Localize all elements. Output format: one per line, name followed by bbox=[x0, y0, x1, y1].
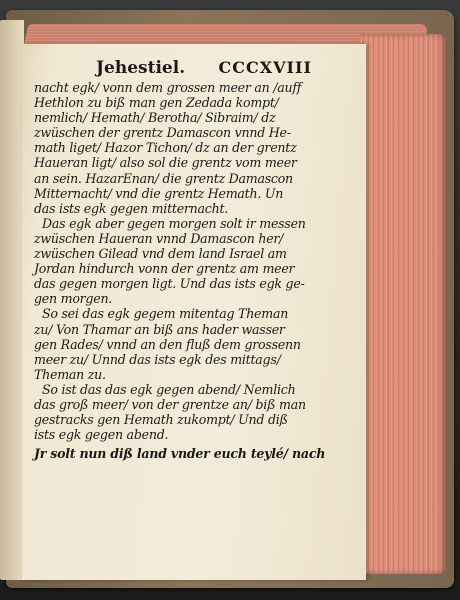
text-line: gestracks gen Hemath zukompt/ Und diß bbox=[34, 412, 288, 428]
text-line: nemlich/ Hemath/ Berotha/ Sibraim/ dz bbox=[34, 110, 276, 126]
text-line: Theman zu. bbox=[34, 366, 106, 382]
left-page-edge bbox=[0, 20, 24, 580]
text-line: Haueran ligt/ also sol die grentz vom meer bbox=[34, 155, 297, 171]
text-line: gen Rades/ vnnd an den fluß dem grossenn bbox=[34, 336, 301, 352]
text-line: das gegen morgen ligt. Und das ists egk ge- bbox=[34, 276, 305, 292]
text-line: das ists egk gegen mitternacht. bbox=[34, 200, 229, 216]
text-line: ists egk gegen abend. bbox=[34, 427, 169, 443]
text-line: Mitternacht/ vnd die grentz Hemath. Un bbox=[34, 185, 284, 201]
page-stack-side-edge bbox=[360, 34, 446, 574]
text-line: zwüschen Haueran vnnd Damascon her/ bbox=[34, 230, 284, 246]
text-line: So sei das egk gegem mitentag Theman bbox=[42, 306, 289, 322]
running-head: Jehestiel. bbox=[96, 58, 186, 78]
text-line: math liget/ Hazor Tichon/ dz an der grentz bbox=[34, 140, 297, 156]
text-line: meer zu/ Unnd das ists egk des mittags/ bbox=[34, 351, 281, 367]
text-line: Hethlon zu biß man gen Zedada kompt/ bbox=[34, 95, 279, 111]
text-line: an sein. HazarEnan/ die grentz Damascon bbox=[34, 170, 293, 186]
text-line: Jordan hindurch vonn der grentz am meer bbox=[34, 261, 295, 277]
text-line: zwüschen Gilead vnd dem land Israel am bbox=[34, 246, 287, 262]
text-line: zwüschen der grentz Damascon vnnd He- bbox=[34, 125, 291, 141]
text-line: So ist das das egk gegen abend/ Nemlich bbox=[42, 381, 296, 397]
text-lines bbox=[34, 80, 312, 442]
page-header bbox=[96, 58, 312, 78]
folio-number: CCCXVIII bbox=[218, 58, 312, 77]
page-text-block bbox=[34, 58, 326, 462]
text-line: nacht egk/ vonn dem grossen meer an /auff bbox=[34, 80, 302, 95]
text-line: Das egk aber gegen morgen solt ir messen bbox=[42, 215, 306, 231]
text-line: zu/ Von Thamar an biß ans hader wasser bbox=[34, 321, 285, 337]
text-line: gen morgen. bbox=[34, 291, 113, 307]
catch-line: Jr solt nun diß land vnder euch teylé/ nach bbox=[34, 446, 326, 462]
text-line: das groß meer/ von der grentze an/ biß man bbox=[34, 396, 306, 412]
